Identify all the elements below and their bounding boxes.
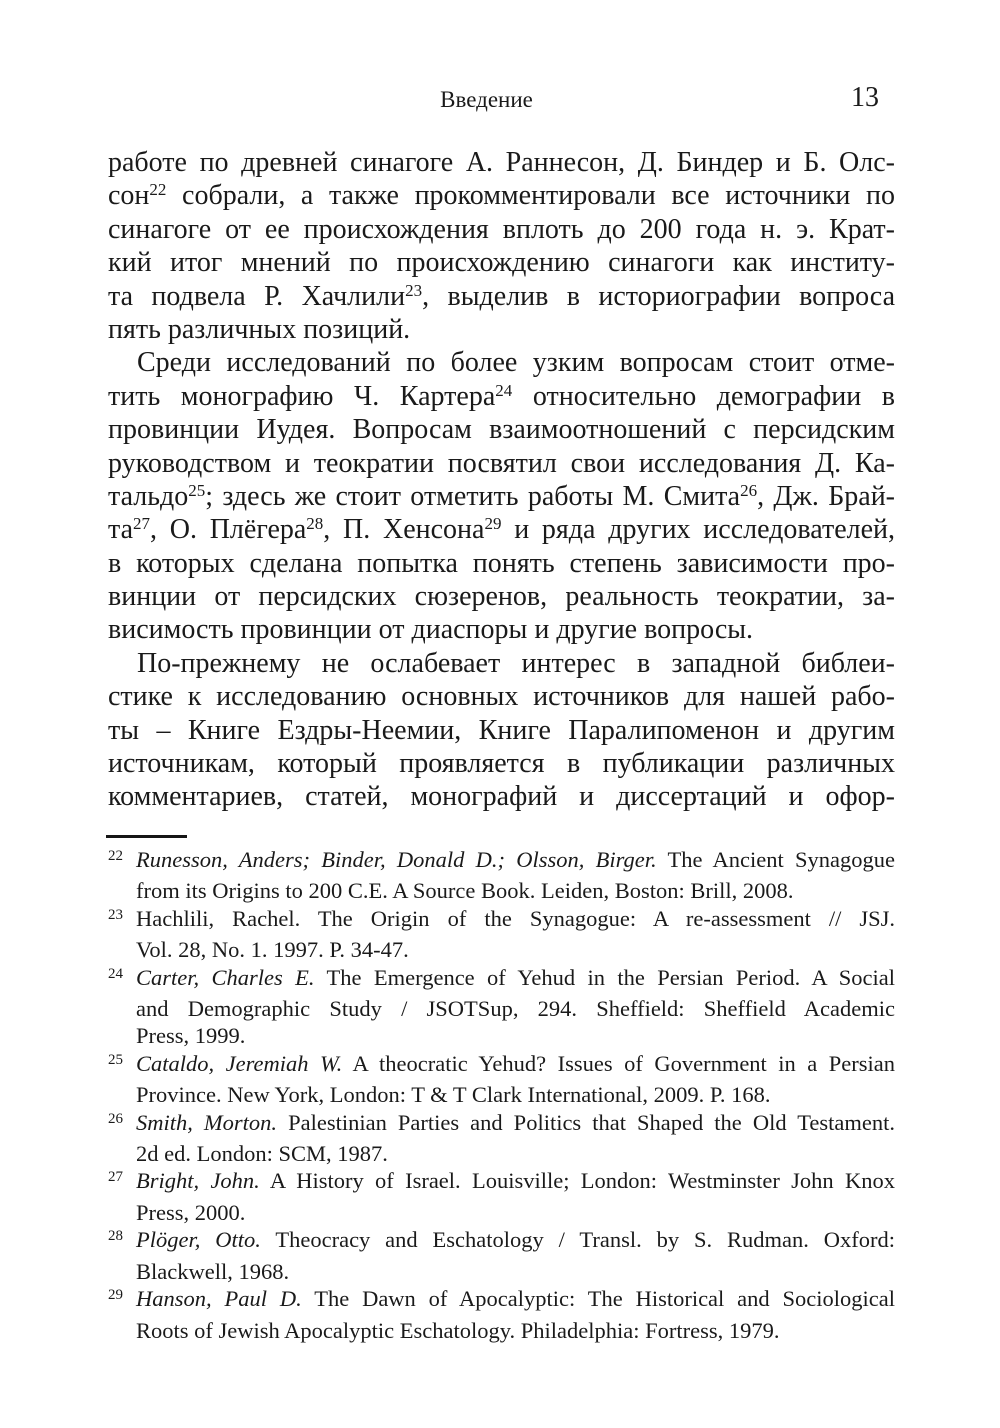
body-line: в которых сделана попытка понять степень зависимости про-	[108, 547, 895, 579]
footnote-text: and Demographic Study / JSOTSup, 294. Sheffield: Sheffield Academic	[136, 996, 895, 1022]
footnote-text: The Emergence of Yehud in the Persian Period. A Social	[314, 964, 896, 990]
footnote	[108, 964, 895, 1050]
body-text	[108, 146, 895, 814]
footnote-text: Theocracy and Eschatology / Transl. by S. Rudman. Oxford:	[260, 1227, 895, 1253]
footnote-line	[108, 846, 895, 877]
body-line: стике к исследованию основных источников для нашей рабо-	[108, 681, 895, 713]
body-line: висимость провинции от диаспоры и другие вопросы.	[108, 614, 754, 646]
footnote-text: 2d ed. London: SCM, 1987.	[136, 1141, 388, 1167]
footnote-marker: 26	[108, 1110, 123, 1127]
body-line: ты – Книге Ездры-Неемии, Книге Паралипоменон и другим	[108, 714, 895, 746]
footnote-text: Press, 1999.	[136, 1023, 246, 1049]
footnote-marker: 23	[108, 906, 123, 923]
running-title: Введение	[440, 87, 533, 112]
footnote	[108, 846, 895, 905]
footnote-ref: 26	[740, 480, 758, 500]
body-line: та$^{27}$, О. Плёгера$^{28}$, П. Хенсона$^{29}$ и ряда других исследователей,	[108, 514, 896, 546]
body-line: винции от персидских сюзеренов, реальность теократии, за-	[108, 581, 895, 613]
footnote-separator	[106, 835, 187, 838]
footnote-text: The Ancient Synagogue	[656, 847, 895, 872]
footnotes-section	[108, 846, 895, 1344]
footnote-line	[108, 1226, 895, 1257]
footnote-text: The Dawn of Apocalyptic: The Historical and Sociological	[301, 1286, 895, 1312]
body-line: синагоге от ее происхождения вплоть до 200 года н. э. Крат-	[108, 213, 895, 245]
footnote-ref: 29	[484, 514, 502, 534]
body-line: кий итог мнений по происхождению синагоги как институ-	[108, 247, 895, 279]
body-line: руководством и теократии посвятил свои исследования Д. Ка-	[108, 447, 895, 479]
footnote-text: Press, 2000.	[136, 1199, 246, 1225]
footnote-ref: 22	[149, 180, 167, 200]
footnote	[108, 1285, 895, 1344]
footnote-text: Cataldo, Jeremiah W.	[136, 1050, 343, 1076]
footnote-text: A theocratic Yehud? Issues of Government in a Persian	[342, 1050, 895, 1076]
body-line: та подвела Р. Хачлили$^{23}$, выделив в историографии вопроса	[108, 280, 895, 312]
footnote-line	[108, 1167, 895, 1198]
footnote-line	[136, 1199, 895, 1226]
footnote-line	[136, 936, 895, 963]
footnote-text: Carter, Charles E.	[136, 964, 315, 990]
footnote-text: Blackwell, 1968.	[136, 1258, 290, 1284]
footnote-ref: 23	[405, 280, 423, 300]
footnote-line	[108, 1050, 895, 1081]
footnote-text: from its Origins to 200 C.E. A Source Book. Leiden, Boston: Brill, 2008.	[136, 878, 794, 904]
footnote-text: Vol. 28, No. 1. 1997. P. 34-47.	[136, 937, 409, 963]
body-line: Среди исследований по более узким вопросам стоит отме-	[137, 347, 895, 379]
footnote	[108, 1050, 895, 1109]
footnote-text: Bright, John.	[136, 1168, 260, 1194]
footnote	[108, 1226, 895, 1285]
body-line: источникам, который проявляется в публикации различных	[108, 748, 895, 780]
footnote-marker: 24	[108, 965, 123, 982]
footnote-line	[136, 1140, 895, 1167]
footnote-text: Runesson, Anders; Binder, Donald D.; Olsson, Birger.	[136, 847, 657, 872]
footnote-line	[136, 1258, 895, 1285]
footnote-line	[108, 905, 895, 936]
footnote-text: Hanson, Paul D.	[136, 1286, 302, 1312]
body-line: тальдо$^{25}$; здесь же стоит отметить работы М. Смита$^{26}$, Дж. Брай-	[108, 480, 896, 512]
body-line: сон$^{22}$ собрали, а также прокомментировали все источники по	[108, 180, 895, 212]
footnote-text: Smith, Morton.	[136, 1109, 278, 1135]
footnote-text: Roots of Jewish Apocalyptic Eschatology. Philadelphia: Fortress, 1979.	[136, 1317, 780, 1343]
footnote	[108, 1109, 895, 1168]
footnote-marker: 28	[108, 1228, 123, 1245]
footnote-marker: 22	[108, 848, 123, 864]
footnote-line	[136, 1317, 895, 1344]
running-head	[108, 82, 895, 117]
footnote-ref: 24	[495, 380, 513, 400]
footnote-marker: 27	[108, 1169, 123, 1186]
footnote-line	[108, 964, 896, 995]
body-line: комментариев, статей, монографий и диссертаций и офор-	[108, 781, 895, 813]
footnote-ref: 27	[133, 514, 151, 534]
body-line: По-прежнему не ослабевает интерес в западной библеи-	[137, 647, 895, 679]
footnote-line	[136, 1081, 895, 1108]
footnote-line	[136, 877, 895, 904]
body-line: работе по древней синагоге А. Раннесон, Д. Биндер и Б. Олс-	[108, 147, 895, 178]
footnote-ref: 28	[306, 514, 324, 534]
footnote-text: A History of Israel. Louisville; London: Westminster John Knox	[259, 1168, 895, 1194]
body-line: пять различных позиций.	[108, 313, 411, 345]
footnote-marker: 25	[108, 1051, 123, 1068]
footnote-line	[108, 1109, 895, 1140]
footnote-text: Palestinian Parties and Politics that Shaped the Old Testament.	[277, 1109, 895, 1135]
body-line: тить монографию Ч. Картера$^{24}$ относительно демографии в	[108, 380, 895, 412]
footnote-text: Plöger, Otto.	[136, 1227, 261, 1253]
footnote-text: Hachlili, Rachel. The Origin of the Synagogue: A re-assessment // JSJ.	[136, 905, 895, 931]
footnote-line	[136, 995, 895, 1022]
footnote-text: Province. New York, London: T & T Clark International, 2009. P. 168.	[136, 1082, 771, 1108]
footnote-marker: 29	[108, 1287, 123, 1304]
body-line: провинции Иудея. Вопросам взаимоотношений с персидским	[108, 414, 895, 446]
page-number: 13	[851, 82, 879, 113]
footnote-line	[136, 1022, 895, 1049]
footnote-line	[108, 1285, 895, 1316]
footnote	[108, 1167, 895, 1226]
footnote	[108, 905, 895, 964]
footnote-ref: 25	[188, 480, 206, 500]
